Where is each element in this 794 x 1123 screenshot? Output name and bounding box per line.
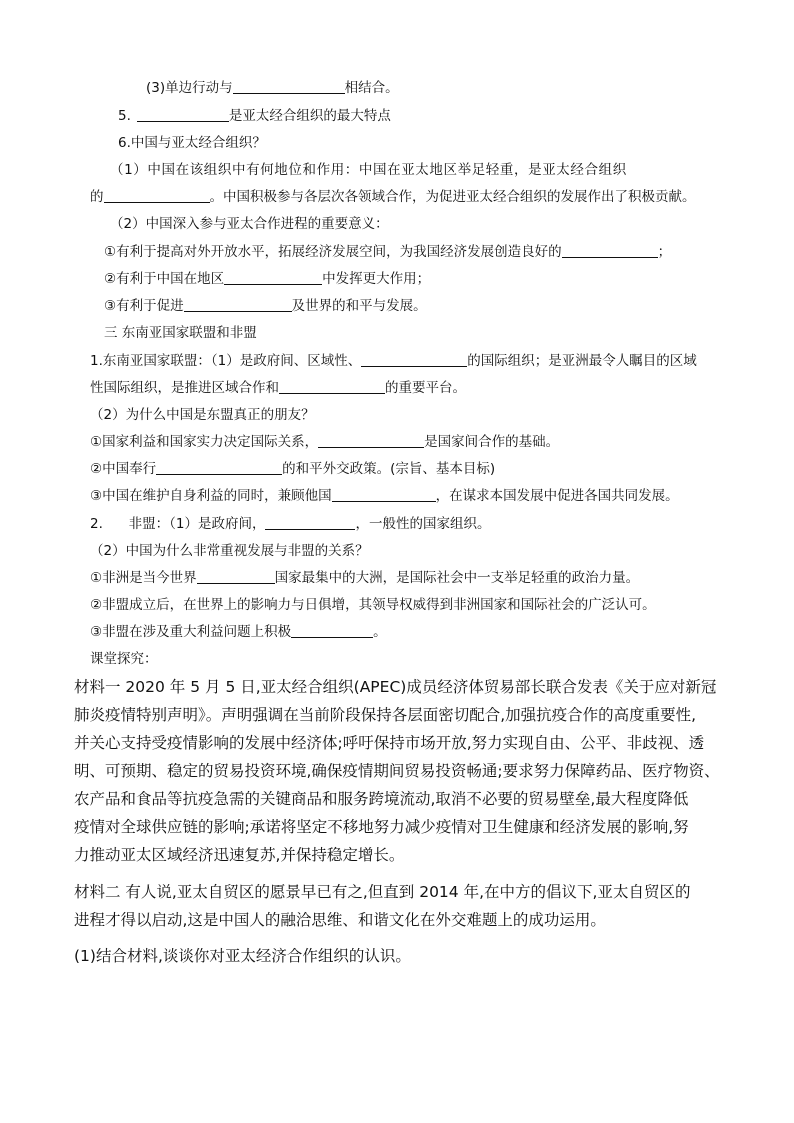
au-point-2: ②非盟成立后，在世界上的影响力与日俱增，其领导权威得到非洲国家和国际社会的广泛认可。 [90,597,656,613]
material-1-line: 明、可预期、稳定的贸易投资环境,确保疫情期间贸易投资畅通;要求努力保障药品、医疗物资、 [74,762,720,780]
asean-q2-title: （2）为什么中国是东盟真正的朋友？ [90,407,315,423]
asean-point-3-end: ，在谋求本国发展中促进各国共同发展。 [435,488,679,504]
q6-2-point-1-end: ； [657,244,672,260]
au-line-1 [90,515,490,533]
item-3-text-before: (3)单边行动与 [146,80,233,96]
answer-blank[interactable] [318,433,424,448]
question-1: (1)结合材料,谈谈你对亚太经济合作组织的认识。 [74,947,411,965]
au-point-3-text: ③非盟在涉及重大利益问题上积极 [90,624,292,640]
material-2-line: 进程才得以启动,这是中国人的融洽思维、和谐文化在外交难题上的成功运用。 [74,911,606,929]
au-line-1-text: 2. 非盟：（1）是政府间， [90,516,266,532]
item-5-text: 是亚太经合组织的最大特点 [228,108,391,124]
material-1-line: 农产品和食品等抗疫急需的关键商品和服务跨境流动,取消不必要的贸易壁垒,最大程度降低 [74,790,689,808]
au-point-3-end: 。 [373,624,387,640]
q6-2-point-2-text: ②有利于中国在地区 [104,271,225,287]
asean-line-1-text: 1.东南亚国家联盟：（1）是政府间、区域性、 [90,353,362,369]
asean-point-1-end: 是国家间合作的基础。 [424,434,560,450]
asean-point-3-text: ③中国在维护自身利益的同时，兼顾他国 [90,488,332,504]
item-6-title: 6.中国与亚太经合组织？ [118,135,266,151]
q6-1-line1: （1）中国在该组织中有何地位和作用：中国在亚太地区举足轻重，是亚太经合组织 [110,162,627,178]
q6-2-point-1-text: ①有利于提高对外开放水平，拓展经济发展空间，为我国经济发展创造良好的 [104,244,562,260]
answer-blank[interactable] [562,243,658,258]
asean-line-2-text: 性国际组织，是推进区域合作和 [90,380,279,396]
asean-line-1-end: 的国际组织；是亚洲最令人瞩目的区域 [467,353,697,369]
item-5 [118,107,391,125]
material-1-line: 并关心支持受疫情影响的发展中经济体;呼吁保持市场开放,努力实现自由、公平、非歧视、透 [74,734,705,752]
q6-1-line2-prefix: 的 [90,189,104,205]
answer-blank[interactable] [104,188,210,203]
au-point-1-end: 国家最集中的大洲，是国际社会中一支举足轻重的政治力量。 [274,570,640,586]
answer-blank[interactable] [137,107,229,122]
au-q2-title: （2）中国为什么非常重视发展与非盟的关系？ [90,543,369,559]
asean-point-1-text: ①国家利益和国家实力决定国际关系， [90,434,319,450]
answer-blank[interactable] [156,460,282,475]
q6-2-point-3 [104,297,427,315]
asean-point-2-end: 的和平外交政策。(宗旨、基本目标) [282,461,496,477]
material-1-line: 肺炎疫情特别声明》。声明强调在当前阶段保持各层面密切配合,加强抗疫合作的高度重要性, [74,706,697,724]
classroom-explore-heading: 课堂探究： [90,651,158,667]
item-3-text-after: 相结合。 [344,80,399,96]
q6-2-point-2 [104,270,430,288]
answer-blank[interactable] [197,569,275,584]
q6-1-line2 [90,188,696,206]
asean-point-2-text: ②中国奉行 [90,461,157,477]
section-3-heading: 三 东南亚国家联盟和非盟 [104,325,257,341]
q6-2-point-2-end: 中发挥更大作用； [322,271,431,287]
asean-point-3 [90,487,679,505]
q6-2-point-1 [104,243,671,261]
asean-point-2 [90,460,495,478]
answer-blank[interactable] [265,515,355,530]
material-2-line: 材料二 有人说,亚太自贸区的愿景早已有之,但直到 2014 年,在中方的倡议下,亚太自贸区的 [74,883,691,901]
answer-blank[interactable] [279,379,385,394]
answer-blank[interactable] [233,79,345,94]
answer-blank[interactable] [361,352,467,367]
au-point-1 [90,569,639,587]
au-point-1-text: ①非洲是当今世界 [90,570,197,586]
q6-1-line2-suffix: 。中国积极参与各层次各领域合作，为促进亚太经合组织的发展作出了积极贡献。 [209,189,696,205]
item-3 [146,79,399,97]
q6-2-point-3-end: 及世界的和平与发展。 [291,298,427,314]
asean-line-2 [90,379,466,397]
au-point-3 [90,623,387,641]
material-1-line: 力推动亚太区域经济迅速复苏,并保持稳定增长。 [74,846,405,864]
answer-blank[interactable] [291,623,373,638]
q6-2-point-3-text: ③有利于促进 [104,298,184,314]
q6-2-title: （2）中国深入参与亚太合作进程的重要意义： [110,216,389,232]
asean-line-1 [90,352,697,370]
answer-blank[interactable] [184,297,292,312]
answer-blank[interactable] [224,270,322,285]
answer-blank[interactable] [332,487,436,502]
material-1-line: 材料一 2020 年 5 月 5 日,亚太经合组织(APEC)成员经济体贸易部长联合发表《关于应对新冠 [74,678,717,696]
asean-point-1 [90,433,559,451]
item-5-number: 5. [118,108,131,124]
material-1-line: 疫情对全球供应链的影响;承诺将坚定不移地努力减少疫情对卫生健康和经济发展的影响,努 [74,818,689,836]
au-line-1-end: ，一般性的国家组织。 [355,516,491,532]
asean-line-2-end: 的重要平台。 [385,380,466,396]
